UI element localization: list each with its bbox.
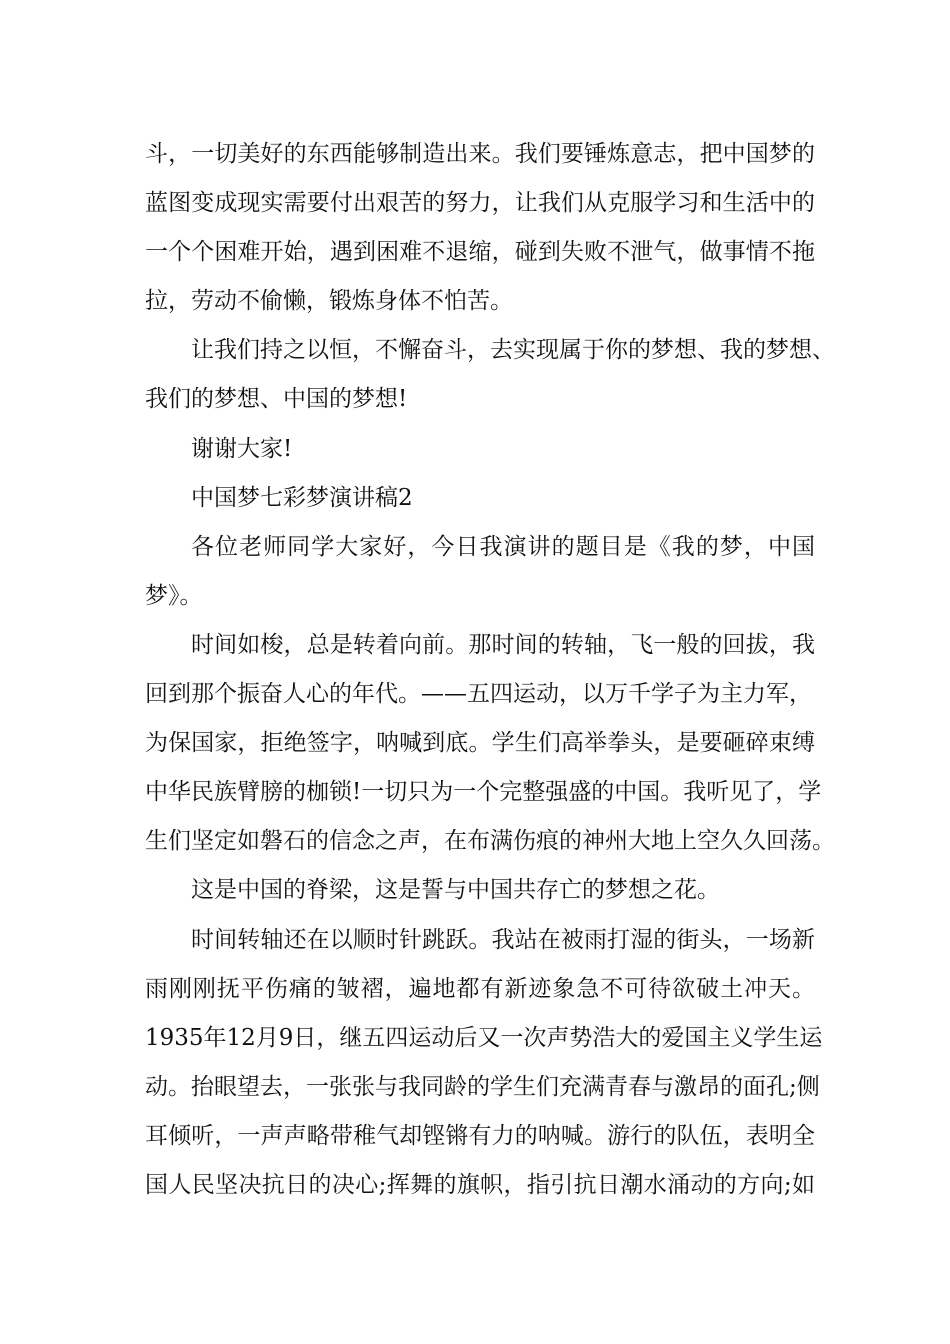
text-line: 动。抬眼望去，一张张与我同龄的学生们充满青春与激昂的面孔;侧 [145,1073,820,1100]
text-line: 回到那个振奋人心的年代。——五四运动，以万千学子为主力军， [145,681,812,708]
text-line: 拉，劳动不偷懒，锻炼身体不怕苦。 [145,288,513,315]
text-line: 1935年12月9日，继五四运动后又一次声势浩大的爱国主义学生运 [145,1024,823,1051]
text-line: 中华民族臂膀的枷锁!一切只为一个完整强盛的中国。我听见了，学 [145,779,822,806]
text-line: 这是中国的脊梁，这是誓与中国共存亡的梦想之花。 [191,877,720,904]
text-line: 我们的梦想、中国的梦想! [145,386,408,413]
text-line: 时间转轴还在以顺时针跳跃。我站在被雨打湿的街头，一场新 [191,926,815,953]
text-line: 梦》。 [145,582,203,609]
text-line: 蓝图变成现实需要付出艰苦的努力，让我们从克服学习和生活中的 [145,190,815,217]
text-line: 国人民坚决抗日的决心;挥舞的旗帜，指引抗日潮水涌动的方向;如 [145,1171,815,1198]
text-line: 让我们持之以恒，不懈奋斗，去实现属于你的梦想、我的梦想、 [191,337,835,364]
text-line: 生们坚定如磐石的信念之声，在布满伤痕的神州大地上空久久回荡。 [145,828,835,855]
document-body [145,130,835,1210]
text-line: 时间如梭，总是转着向前。那时间的转轴，飞一般的回拔，我 [191,631,815,658]
text-line: 耳倾听，一声声略带稚气却铿锵有力的呐喊。游行的队伍，表明全 [145,1122,815,1149]
text-line: 斗，一切美好的东西能够制造出来。我们要锤炼意志，把中国梦的 [145,141,815,167]
text-line: 一个个困难开始，遇到困难不退缩，碰到失败不泄气，做事情不拖 [145,239,815,266]
text-line: 为保国家，拒绝签字，呐喊到底。学生们高举拳头，是要砸碎束缚 [145,730,815,757]
text-line: 雨刚刚抚平伤痛的皱褶，遍地都有新迹象急不可待欲破土冲天。 [145,975,815,1002]
section-heading: 中国梦七彩梦演讲稿2 [191,484,413,511]
text-line: 谢谢大家! [191,435,293,462]
text-line: 各位老师同学大家好，今日我演讲的题目是《我的梦，中国 [191,533,815,560]
